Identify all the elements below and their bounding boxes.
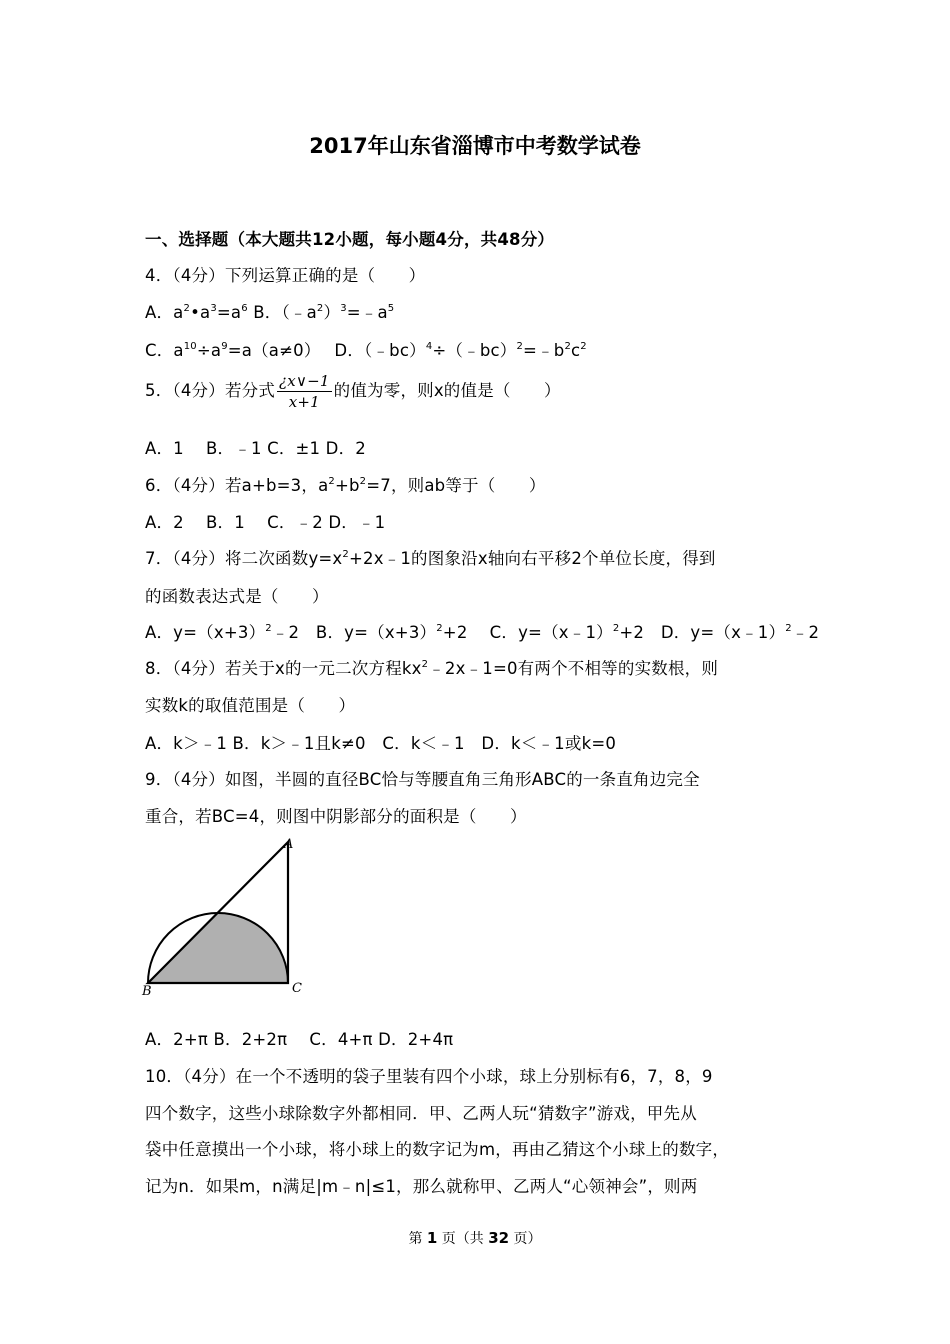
q7-stem-line2: 的函数表达式是（ ） bbox=[145, 587, 329, 606]
q8-options: A．k＞﹣1 B．k＞﹣1且k≠0 C．k＜﹣1 D．k＜﹣1或k=0 bbox=[145, 734, 617, 753]
q7-stem-line1: 7．（4分）将二次函数$y=x^2+2x﹣1$的图象沿x轴向右平移2个单位长度，得到 bbox=[145, 549, 716, 568]
q10-stem-line1: 10．（4分）在一个不透明的袋子里装有四个小球，球上分别标有6，7，8，9 bbox=[145, 1067, 713, 1086]
page-total: 32 bbox=[488, 1229, 510, 1247]
q4-options-ab: A．$a^2•a^3=a^6$ B．$(﹣a^2)^3=﹣a^5$ bbox=[145, 303, 395, 322]
q4-stem: 4．（4分）下列运算正确的是（ ） bbox=[145, 266, 426, 285]
q9-figure bbox=[140, 832, 320, 1002]
q10-stem-line2: 四个数字，这些小球除数字外都相同．甲、乙两人玩“猜数字”游戏，甲先从 bbox=[145, 1104, 697, 1123]
q9-stem-line1: 9．（4分）如图，半圆的直径BC恰与等腰直角三角形ABC的一条直角边完全 bbox=[145, 770, 700, 789]
q5-options: A．1 B．﹣1 C．±1 D．2 bbox=[145, 439, 366, 458]
q8-stem-line1: 8．（4分）若关于x的一元二次方程$kx^2﹣2x﹣1=0$有两个不相等的实数根，则 bbox=[145, 659, 719, 678]
q4-options-cd: C．$a^{10}\div a^9=a(a\ne 0)$ D．$(﹣bc)^4\div(﹣bc)^2=﹣b^2c^2$ bbox=[145, 341, 587, 360]
q10-stem-line3: 袋中任意摸出一个小球，将小球上的数字记为m，再由乙猜这个小球上的数字， bbox=[145, 1140, 730, 1159]
q9-label-b: B bbox=[142, 984, 152, 999]
section-heading-choice: 一、选择题（本大题共12小题，每小题4分，共48分） bbox=[145, 230, 555, 249]
page-title: 2017年山东省淄博市中考数学试卷 bbox=[309, 134, 641, 158]
page-footer: 第 1 页（共 32 页） bbox=[408, 1229, 542, 1247]
q6-options: A．2 B．1 C．﹣2 D．﹣1 bbox=[145, 513, 386, 532]
q9-stem-line2: 重合，若BC=4，则图中阴影部分的面积是（ ） bbox=[145, 807, 527, 826]
q5-fraction: $\frac{¿x\vee-1}{x+1}$ bbox=[279, 372, 330, 411]
q5-stem: 5．（4分）若分式 $\frac{¿x\vee-1}{x+1}$ 的值为零，则x的值是（ ） bbox=[145, 372, 561, 411]
q9-label-a: A bbox=[284, 837, 294, 852]
q9-label-c: C bbox=[292, 981, 302, 996]
q7-options: A．$y=(x+3)^2﹣2$ B．$y=(x+3)^2+2$ C．y=（x﹣1）$^2$+2 D．y=（x﹣1）$^2$﹣2 bbox=[145, 623, 820, 642]
q8-stem-line2: 实数k的取值范围是（ ） bbox=[145, 696, 356, 715]
q10-stem-line4: 记为n．如果m，n满足|m﹣n|≤1，那么就称甲、乙两人“心领神会”，则两 bbox=[145, 1177, 698, 1196]
q6-stem: 6．（4分）若a+b=3，$a^2+b^2=7$，则ab等于（ ） bbox=[145, 476, 546, 495]
q9-options: A．2+π B．2+2π C．4+π D．2+4π bbox=[145, 1030, 454, 1049]
page-number: 1 bbox=[426, 1229, 438, 1247]
